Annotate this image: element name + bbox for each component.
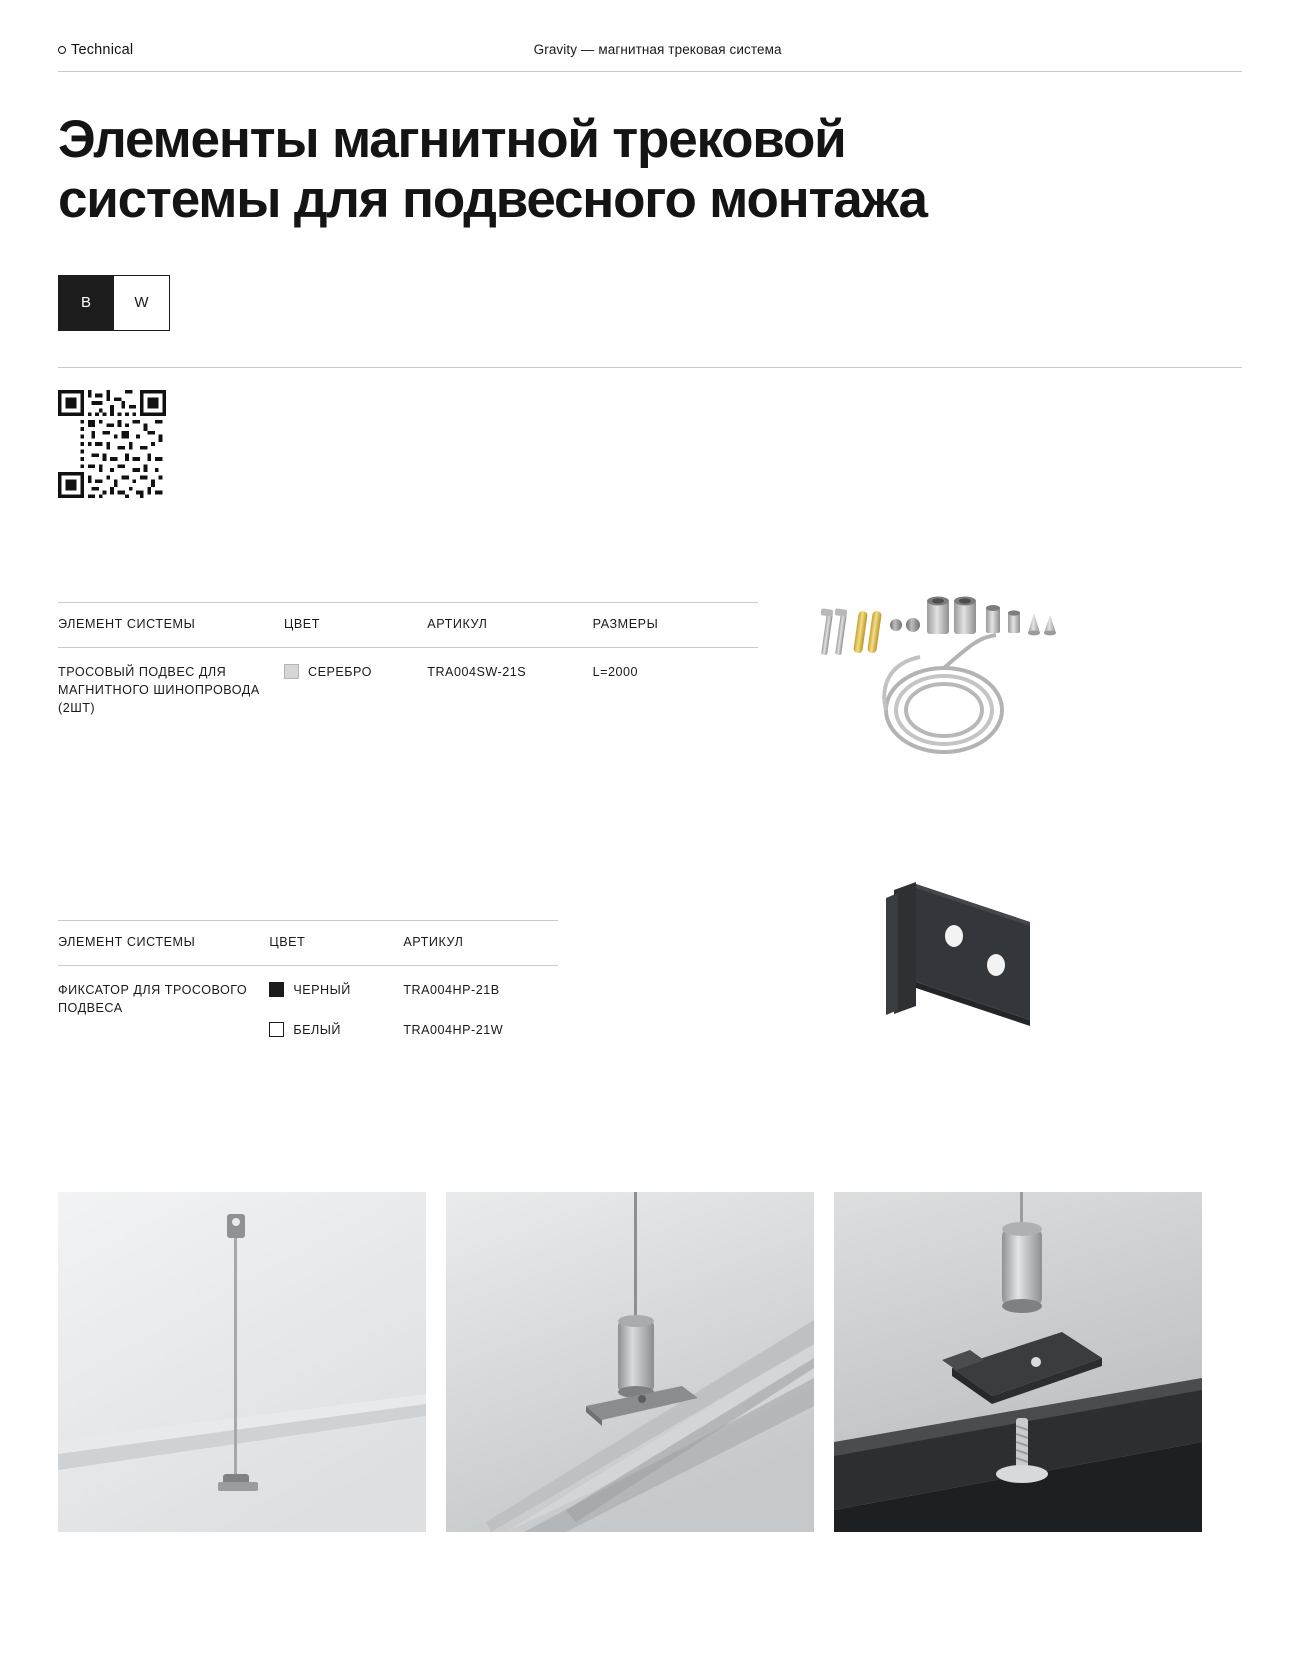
th-article: АРТИКУЛ — [427, 603, 592, 648]
page-header — [58, 0, 1242, 72]
cell-color — [284, 648, 427, 728]
cell-color — [269, 1016, 403, 1050]
table-cable-holder — [58, 920, 558, 1050]
table-row — [58, 966, 558, 1016]
photo-2-image — [446, 1192, 814, 1532]
color-swatch-black — [269, 982, 284, 997]
photo-3-image — [834, 1192, 1202, 1532]
cell-color-label: СЕРЕБРО — [307, 665, 372, 679]
circle-icon — [58, 46, 66, 54]
brand-label: Technical — [71, 41, 134, 58]
cell-size: L=2000 — [592, 665, 638, 679]
qr-code-icon — [58, 390, 166, 498]
photo-holder-plate-exploded-view — [834, 1192, 1202, 1532]
cell-element-name: ТРОСОВЫЙ ПОДВЕС ДЛЯ МАГНИТНОГО ШИНОПРОВОДА (2ШТ) — [58, 665, 260, 715]
color-chip-white[interactable] — [114, 275, 170, 331]
photo-gallery — [58, 1192, 1202, 1532]
cell-color-label: ЧЕРНЫЙ — [293, 983, 351, 997]
cable-holder-plate-illustration — [880, 880, 1100, 1065]
color-chip-black[interactable] — [58, 275, 114, 331]
th-color: ЦВЕТ — [269, 921, 403, 966]
th-element: ЭЛЕМЕНТ СИСТЕМЫ — [58, 921, 269, 966]
color-chip-white-label: W — [134, 294, 149, 312]
header-center-title: Gravity — магнитная трековая система — [533, 42, 782, 57]
divider — [58, 367, 1242, 368]
photo-1-image — [58, 1192, 426, 1532]
spec-table-2 — [58, 920, 558, 1050]
th-color: ЦВЕТ — [284, 603, 427, 648]
qr-code[interactable] — [58, 390, 166, 498]
photo-suspension-mount-closeup — [446, 1192, 814, 1532]
table-row — [58, 648, 758, 728]
cell-article: TRA004SW-21S — [427, 665, 527, 679]
kit-icon — [820, 585, 1100, 775]
color-swatch-silver — [284, 664, 299, 679]
cell-color — [269, 966, 403, 1016]
spec-table-1 — [58, 602, 758, 728]
cell-element-name: ФИКСАТОР ДЛЯ ТРОСОВОГО ПОДВЕСА — [58, 983, 248, 1015]
color-swatch-white — [269, 1022, 284, 1037]
th-element: ЭЛЕМЕНТ СИСТЕМЫ — [58, 603, 284, 648]
cell-color-label: БЕЛЫЙ — [293, 1022, 341, 1037]
table-header-row — [58, 921, 558, 966]
plate-icon — [880, 880, 1100, 1065]
th-size: РАЗМЕРЫ — [593, 603, 758, 648]
photo-suspended-track-full-view — [58, 1192, 426, 1532]
color-chip-group — [58, 275, 1242, 331]
cell-article: TRA004HP-21W — [403, 1022, 504, 1037]
table-header-row — [58, 603, 758, 648]
th-article: АРТИКУЛ — [403, 921, 558, 966]
table-cable-suspension — [58, 602, 758, 728]
color-chip-black-label: B — [80, 294, 91, 312]
cable-suspension-kit-illustration — [820, 585, 1100, 775]
page-title: Элементы магнитной трековой системы для подвесного монтажа — [58, 110, 927, 230]
cell-article: TRA004HP-21B — [403, 983, 500, 997]
